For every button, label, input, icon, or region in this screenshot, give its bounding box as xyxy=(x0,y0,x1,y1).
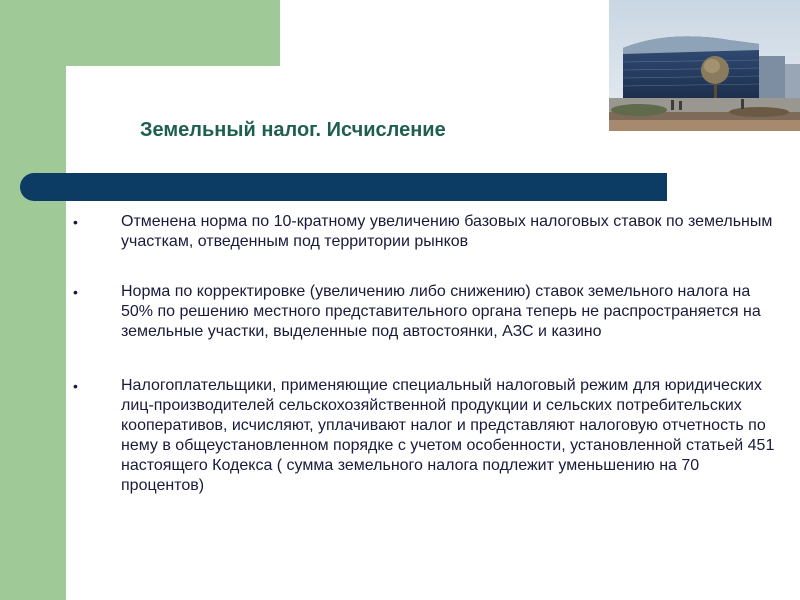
slide-title: Земельный налог. Исчисление xyxy=(140,119,446,141)
rounded-corner-decoration xyxy=(66,66,146,146)
bullet-text: Норма по корректировке (увеличению либо снижению) ставок земельного налога на 50% по решению местного представительного органа теперь не распространяется на земельные участки, выделенные под автостоянки, АЗС и казино xyxy=(121,283,761,340)
bullet-dot-icon: • xyxy=(73,378,78,394)
bullet-dot-icon: • xyxy=(73,214,78,230)
bullet-item xyxy=(66,376,786,496)
building-photo xyxy=(609,0,800,131)
top-green-block xyxy=(0,0,280,66)
title-divider-bar xyxy=(20,173,667,201)
bullet-text: Отменена норма по 10-кратному увеличению базовых налоговых ставок по земельным участкам, отведенным под территории рынков xyxy=(121,213,773,250)
bullet-item xyxy=(66,212,786,252)
bullet-item xyxy=(66,282,786,342)
bullet-dot-icon: • xyxy=(73,284,78,300)
bullet-list xyxy=(66,212,786,496)
left-green-strip xyxy=(0,0,66,600)
bullet-text: Налогоплательщики, применяющие специальный налоговый режим для юридических лиц-производителей сельскохозяйственной продукции и сельских потребительских кооперативов, исчисляют, уплачивают налог и представляют налоговую отчетность по нему в общеустановленном порядке с учетом особенности, установленной статьей 451 настоящего Кодекса ( сумма земельного налога подлежит уменьшению на 70 процентов) xyxy=(121,377,775,494)
